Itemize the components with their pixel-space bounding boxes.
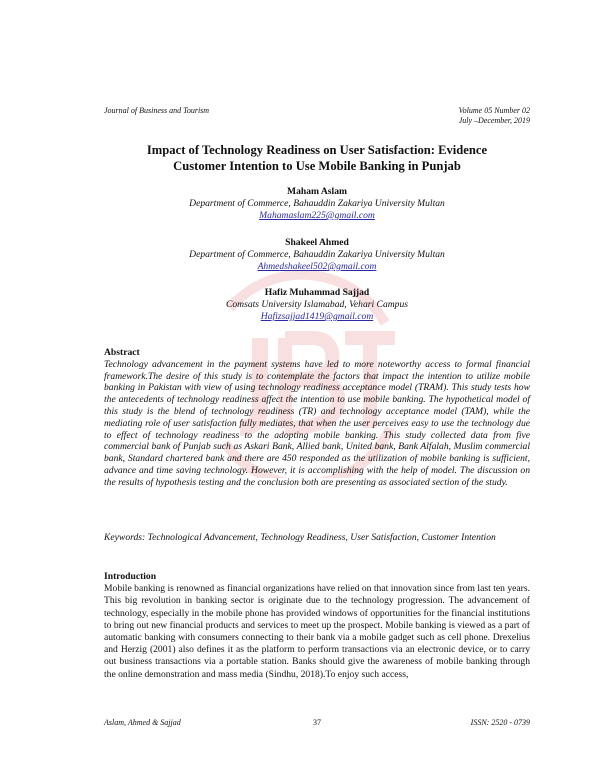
- author-block-2: [104, 237, 530, 273]
- introduction-heading: Introduction: [104, 571, 157, 582]
- keywords: Keywords: Technological Advancement, Technology Readiness, User Satisfaction, Customer Intention: [104, 532, 496, 543]
- author-name: Shakeel Ahmed: [285, 237, 349, 248]
- abstract-text: Technology advancement in the payment systems have led to more noteworthy access to formal financial framework.The desire of this study is to contemplate the factors that impact the intention to utilize mobile banking in Pakistan with view of using technology readiness acceptance model (TRAM). This study tests how the antecedents of technology readiness affect the intention to use mobile banking. The hypothetical model of this study is the blend of technology readiness (TR) and technology acceptance model (TAM), while the mediating role of user satisfaction fully mediates, that when the user perceives easy to use the technology due to effect of technology readiness to the adopting mobile banking. This study collected data from five commercial bank of Punjab such as Askari Bank, Allied bank, United bank, Bank Alfalah, Muslim commercial bank, Standard chartered bank and there are 450 responded as the utilization of mobile banking is sufficient, advance and time saving technology. However, it is accomplishing with the help of model. The discussion on the results of hypothesis testing and the conclusion both are presenting as associated section of the study.: [104, 358, 530, 488]
- journal-name: Journal of Business and Tourism: [104, 106, 210, 115]
- author-name: Hafiz Muhammad Sajjad: [264, 287, 370, 298]
- abstract-heading: Abstract: [104, 347, 140, 358]
- author-affiliation: Comsats University Islamabad, Vehari Campus: [225, 299, 408, 310]
- author-block-1: [104, 186, 530, 222]
- introduction-section: [104, 571, 530, 681]
- author-email-link[interactable]: Hafizsajjad1419@gmail.com: [260, 311, 374, 322]
- issue-info: [459, 106, 530, 126]
- introduction-text: Mobile banking is renowned as financial organizations have relied on that innovation since from last ten years. This big revolution in banking sector is originate due to the technology progression. The advancement of technology, especially in the mobile phone has provided windows of opportunities for the financial institutions to bring out new financial products and services to meet up the prospect. Mobile banking is viewed as a part of automatic banking with consumers connecting to their bank via a mobile gadget such as cell phone. Drexelius and Herzig (2001) also defines it as the platform to perform transactions via an electronic device, or to carry out business transactions via a portable station. Banks should give the awareness of mobile banking through the online demonstration and mass media (Sindhu, 2018).To enjoy such access,: [104, 583, 530, 680]
- volume-number: Volume 05 Number 02: [458, 106, 530, 115]
- issn: ISSN: 2520 - 0739: [470, 718, 530, 727]
- author-affiliation: Department of Commerce, Bahauddin Zakariya University Multan: [189, 249, 445, 260]
- title-line-2: Customer Intention to Use Mobile Banking in Punjab: [173, 159, 461, 173]
- page-number: 37: [313, 718, 321, 727]
- author-email-link[interactable]: Mahamaslam225@gmail.com: [259, 210, 375, 221]
- abstract-section: [104, 347, 530, 489]
- author-name: Maham Aslam: [287, 186, 347, 197]
- footer-authors: Aslam, Ahmed & Sajjad: [104, 718, 181, 727]
- paper-title: [104, 142, 530, 174]
- author-email-link[interactable]: Ahmedshakeel502@gmail.com: [257, 261, 377, 272]
- issue-date: July –December, 2019: [458, 116, 530, 125]
- title-line-1: Impact of Technology Readiness on User Satisfaction: Evidence: [146, 143, 488, 157]
- author-block-3: [104, 287, 530, 323]
- author-affiliation: Department of Commerce, Bahauddin Zakariya University Multan: [189, 198, 445, 209]
